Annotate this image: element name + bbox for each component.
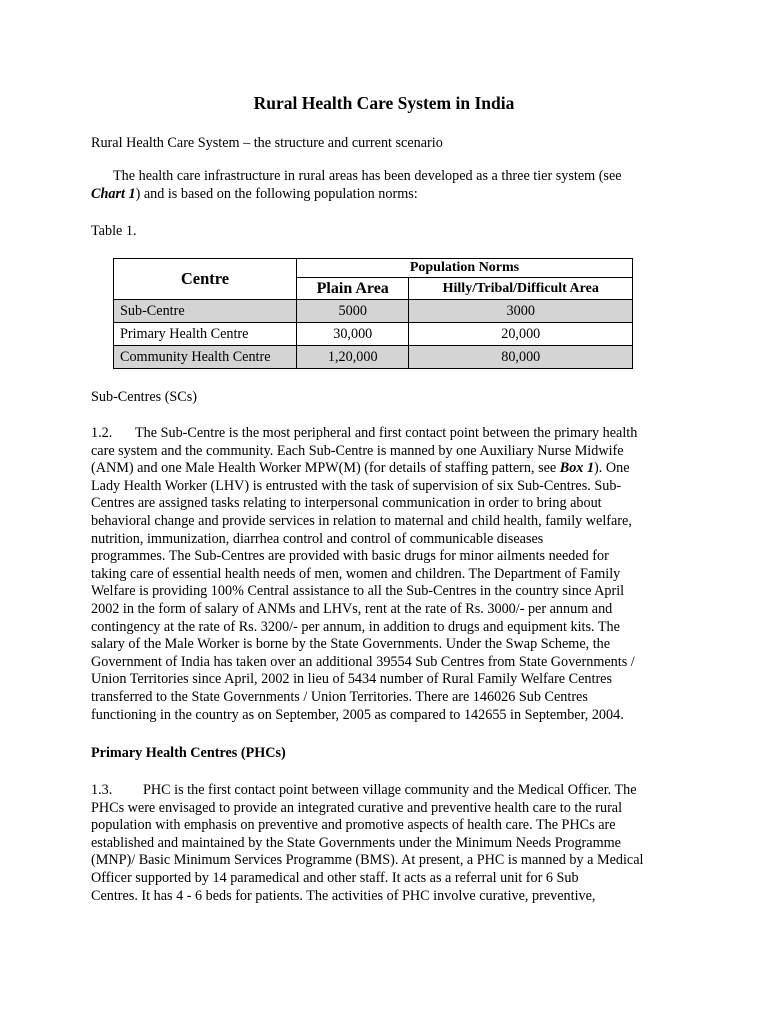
para-line: 2002 in the form of salary of ANMs and LHVs, rent at the rate of Rs. 3000/- per annum and bbox=[91, 600, 613, 617]
para-line: behavioral change and provide services in relation to maternal and child health, family welfare, bbox=[91, 512, 632, 529]
sub-centres-heading: Sub-Centres (SCs) bbox=[91, 389, 198, 405]
cell-plain: 30,000 bbox=[297, 323, 409, 346]
para-line: established and maintained by the State Governments under the Minimum Needs Programme bbox=[91, 834, 621, 851]
para-line: PHCs were envisaged to provide an integrated curative and preventive health care to the rural bbox=[91, 799, 623, 816]
para-line: population with emphasis on preventive and promotive aspects of health care. The PHCs are bbox=[91, 817, 616, 834]
cell-hilly: 80,000 bbox=[409, 346, 633, 369]
para-line: contingency at the rate of Rs. 3200/- per annum, in addition to drugs and equipment kits. The bbox=[91, 618, 620, 635]
para-line: transferred to the State Governments / Union Territories. There are 146026 Sub Centres bbox=[91, 688, 588, 705]
cell-plain: 1,20,000 bbox=[297, 346, 409, 369]
table-row bbox=[114, 323, 633, 346]
para-line: functioning in the country as on September, 2005 as compared to 142655 in September, 2004. bbox=[91, 706, 624, 723]
chart-reference: Chart 1 bbox=[91, 185, 136, 202]
para-line: programmes. The Sub-Centres are provided with basic drugs for minor ailments needed for bbox=[91, 548, 609, 565]
para-line: Union Territories since April, 2002 in lieu of 5434 number of Rural Family Welfare Centres bbox=[91, 671, 612, 688]
subtitle: Rural Health Care System – the structure and current scenario bbox=[91, 135, 443, 151]
cell-plain: 5000 bbox=[297, 300, 409, 323]
population-norms-table bbox=[113, 258, 633, 369]
para-line: salary of the Male Worker is borne by the State Governments. Under the Swap Scheme, the bbox=[91, 636, 611, 653]
intro-paragraph bbox=[91, 168, 681, 203]
page-title: Rural Health Care System in India bbox=[253, 93, 515, 113]
para-line: Officer supported by 14 paramedical and other staff. It acts as a referral unit for 6 Sub bbox=[91, 869, 579, 886]
para-line: nutrition, immunization, diarrhea control and control of communicable diseases bbox=[91, 530, 544, 547]
para-line: care system and the community. Each Sub-Centre is manned by one Auxiliary Nurse Midwife bbox=[91, 442, 624, 459]
para-line: (MNP)/ Basic Minimum Services Programme (BMS). At present, a PHC is manned by a Medical bbox=[91, 852, 644, 869]
table-label: Table 1. bbox=[91, 223, 137, 239]
cell-centre: Community Health Centre bbox=[114, 346, 297, 369]
para-line: Lady Health Worker (LHV) is entrusted with the task of supervision of six Sub-Centres. Sub- bbox=[91, 477, 622, 494]
table-row bbox=[114, 346, 633, 369]
para-line: Government of India has taken over an additional 39554 Sub Centres from State Governments / bbox=[91, 653, 635, 670]
header-hilly-area: Hilly/Tribal/Difficult Area bbox=[409, 278, 633, 300]
para-number: 1.3. bbox=[91, 782, 113, 798]
para-line: Centres. It has 4 - 6 beds for patients. The activities of PHC involve curative, preventive, bbox=[91, 887, 596, 904]
para-line: taking care of essential health needs of men, women and children. The Department of Family bbox=[91, 565, 621, 582]
cell-hilly: 20,000 bbox=[409, 323, 633, 346]
para-line: Welfare is providing 100% Central assistance to all the Sub-Centres in the country since April bbox=[91, 583, 625, 600]
para-line: 1.3. PHC is the first contact point between village community and the Medical Officer. The bbox=[91, 782, 637, 798]
cell-hilly: 3000 bbox=[409, 300, 633, 323]
table-row bbox=[114, 300, 633, 323]
intro-line-2-rest: ) and is based on the following population norms: bbox=[135, 185, 418, 202]
para-line: Centres are assigned tasks relating to interpersonal communication in order to bring about bbox=[91, 495, 602, 512]
cell-centre: Sub-Centre bbox=[114, 300, 297, 323]
phc-heading: Primary Health Centres (PHCs) bbox=[91, 745, 286, 761]
box-reference: Box 1 bbox=[559, 460, 595, 477]
para-line: 1.2. The Sub-Centre is the most peripheral and first contact point between the primary health bbox=[91, 425, 638, 441]
cell-centre: Primary Health Centre bbox=[114, 323, 297, 346]
header-population-norms: Population Norms bbox=[297, 259, 633, 278]
header-plain-area: Plain Area bbox=[297, 278, 409, 300]
header-centre: Centre bbox=[114, 259, 297, 300]
intro-line-2 bbox=[91, 186, 681, 204]
intro-line-1: The health care infrastructure in rural areas has been developed as a three tier system (see bbox=[113, 168, 622, 184]
phc-paragraph bbox=[91, 782, 681, 905]
sub-centres-paragraph bbox=[91, 425, 681, 724]
para-number: 1.2. bbox=[91, 425, 113, 441]
para-line: (ANM) and one Male Health Worker MPW(M) (for details of staffing pattern, see Box 1). One bbox=[91, 460, 630, 477]
